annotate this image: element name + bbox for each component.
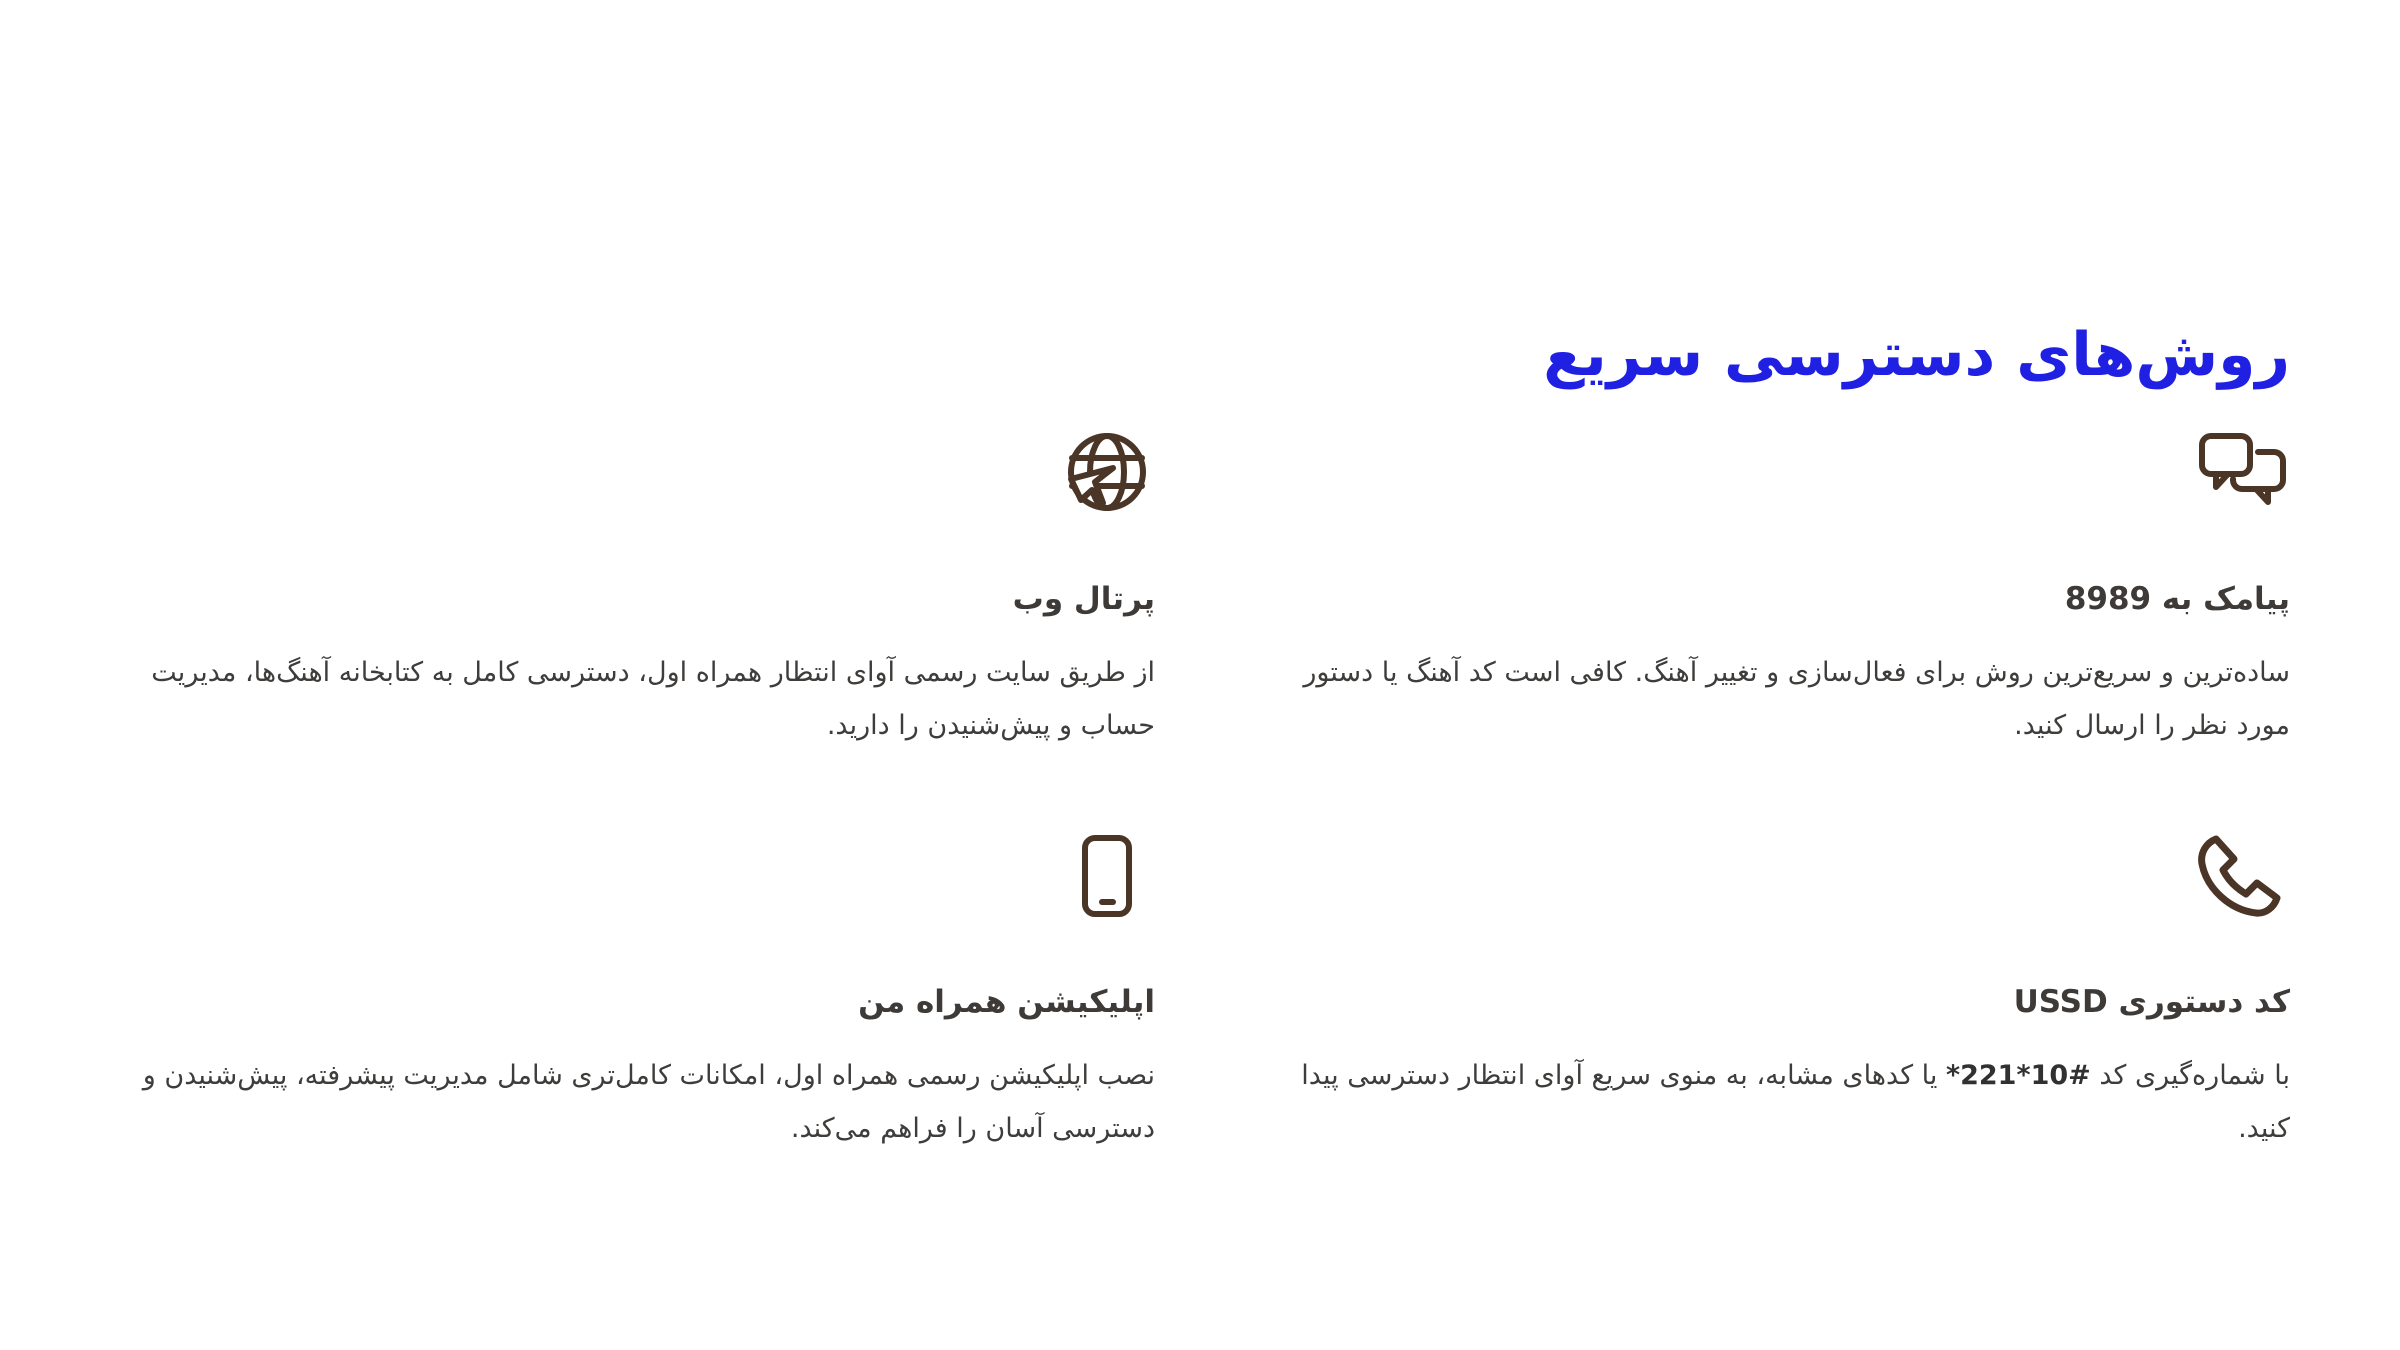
- methods-grid: [110, 430, 2290, 1155]
- method-description-text: از طریق سایت رسمی آوای انتظار همراه اول، دسترسی کامل به کتابخانه آهنگ‌ها، مدیریت حساب و پیش‌شنیدن را دارید.: [151, 657, 1155, 742]
- chat-bubbles-icon: [1245, 430, 2290, 526]
- method-card-mobile-app[interactable]: [110, 833, 1155, 1156]
- phone-handset-icon: [1245, 833, 2290, 929]
- page-title: روش‌های دسترسی سریع: [1543, 319, 2290, 390]
- method-title: پیامک به 8989: [2064, 581, 2290, 617]
- method-description-text: نصب اپلیکیشن رسمی همراه اول، امکانات کامل‌تری شامل مدیریت پیشرفته، پیش‌شنیدن و دسترسی آسان را فراهم می‌کند.: [142, 1060, 1155, 1144]
- mobile-phone-icon: [110, 833, 1155, 929]
- ussd-code: #10*221*: [1945, 1060, 2091, 1092]
- method-card-sms[interactable]: [1245, 430, 2290, 753]
- method-title: کد دستوری USSD: [2013, 983, 2290, 1020]
- method-description: [110, 647, 1155, 752]
- globe-cursor-icon: [110, 430, 1155, 526]
- method-description: [110, 1050, 1155, 1155]
- method-card-web-portal[interactable]: [110, 430, 1155, 753]
- method-description: [1245, 1050, 2290, 1155]
- method-description-suffix: یا کدهای مشابه، به منوی سریع آوای انتظار دسترسی پیدا کنید.: [1301, 1060, 2290, 1144]
- method-title: اپلیکیشن همراه من: [858, 983, 1155, 1020]
- method-description-prefix: با شماره‌گیری کد: [2090, 1060, 2290, 1092]
- method-description-text: ساده‌ترین و سریع‌ترین روش برای فعال‌سازی و تغییر آهنگ. کافی است کد آهنگ یا دستور مورد نظر را ارسال کنید.: [1303, 657, 2290, 742]
- method-description: [1245, 647, 2290, 752]
- method-title: پرتال وب: [1012, 581, 1155, 617]
- method-card-ussd[interactable]: [1245, 833, 2290, 1156]
